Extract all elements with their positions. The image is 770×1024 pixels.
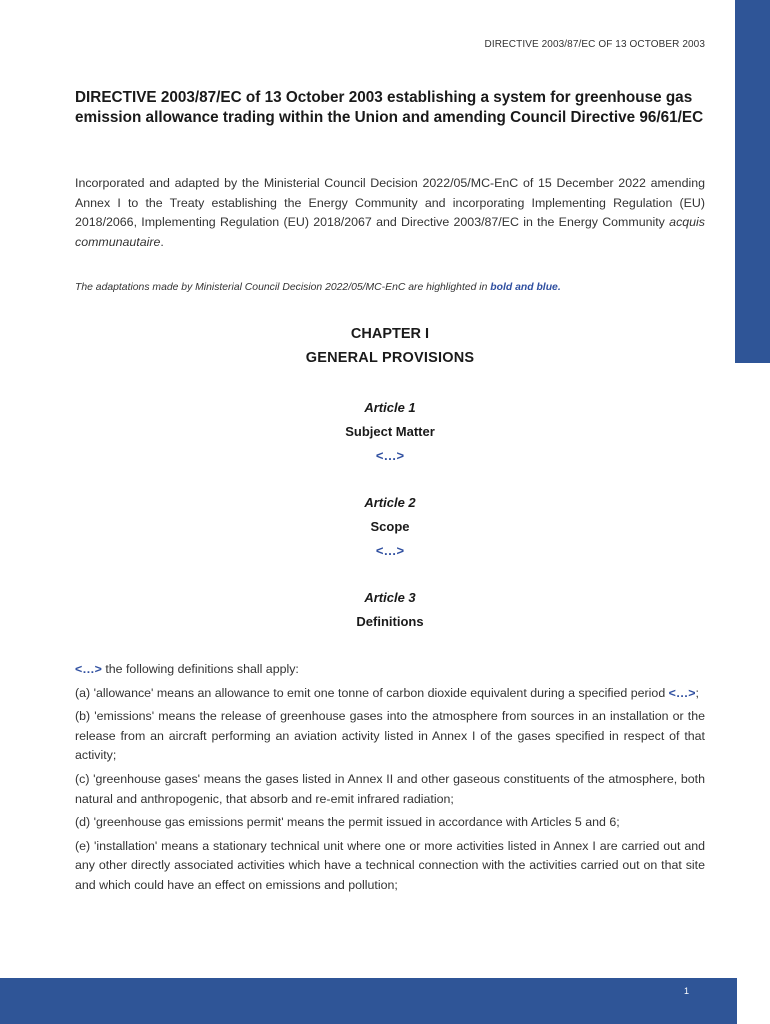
chapter-number: CHAPTER I bbox=[350, 326, 430, 342]
article-1-omission: <…> bbox=[375, 448, 405, 463]
note-text: The adaptations made by Ministerial Council Decision 2022/05/MC-EnC are highlighted in bbox=[75, 282, 491, 293]
article-2-omission: <…> bbox=[375, 543, 405, 558]
definitions-lead bbox=[75, 660, 705, 680]
side-tab-decoration bbox=[735, 0, 770, 363]
article-2-number: Article 2 bbox=[364, 495, 416, 510]
definition-a-end: ; bbox=[695, 685, 699, 700]
note-highlight: bold and blue. bbox=[490, 282, 561, 293]
lead-omission: <…> bbox=[75, 662, 102, 676]
intro-paragraph bbox=[75, 174, 705, 252]
definition-a-text: (a) 'allowance' means an allowance to emit one tonne of carbon dioxide equivalent during a specified period bbox=[75, 685, 669, 700]
lead-text: the following definitions shall apply: bbox=[101, 662, 299, 676]
article-1-title: Subject Matter bbox=[345, 424, 435, 439]
footer-bar bbox=[0, 978, 737, 1024]
definition-d: (d) 'greenhouse gas emissions permit' means the permit issued in accordance with Articles 5 and 6; bbox=[75, 815, 620, 830]
definition-b: (b) 'emissions' means the release of greenhouse gases into the atmosphere from sources in an installation or the release from an aircraft performing an aviation activity listed in Annex I of the gases specified in respect of that activity; bbox=[75, 709, 705, 763]
article-3-title: Definitions bbox=[356, 614, 424, 629]
intro-italic: acquis communautaire bbox=[75, 215, 705, 249]
adaptation-note bbox=[75, 282, 715, 293]
article-1-number: Article 1 bbox=[364, 400, 416, 415]
definition-a bbox=[75, 684, 705, 704]
chapter-name: GENERAL PROVISIONS bbox=[305, 350, 475, 366]
document-title: DIRECTIVE 2003/87/EC of 13 October 2003 establishing a system for greenhouse gas emission allowance trading within the Union and amending Council Directive 96/61/EC bbox=[75, 89, 704, 126]
definition-c: (c) 'greenhouse gases' means the gases listed in Annex II and other gaseous constituents of the atmosphere, both natural and anthropogenic, that absorb and re-emit infrared radiation; bbox=[75, 771, 705, 806]
definitions-body bbox=[75, 660, 705, 900]
intro-end: . bbox=[160, 234, 164, 249]
article-2-title: Scope bbox=[370, 519, 410, 534]
page-number: 1 bbox=[683, 986, 689, 996]
article-3-number: Article 3 bbox=[364, 590, 416, 605]
definition-e: (e) 'installation' means a stationary technical unit where one or more activities listed in Annex I are carried out and any other directly associated activities which have a technical connection with the activities carried out on that site and which could have an effect on emissions and pollution; bbox=[75, 838, 705, 892]
running-header: DIRECTIVE 2003/87/EC OF 13 OCTOBER 2003 bbox=[484, 39, 705, 50]
intro-text: Incorporated and adapted by the Ministerial Council Decision 2022/05/MC-EnC of 15 December 2022 amending Annex I to the Treaty establishing the Energy Community and incorporating Implementing Regulation (EU) 2018/2066, Implementing Regulation (EU) 2018/2067 and Directive 2003/87/EC in the Energy Community bbox=[75, 176, 705, 230]
definition-a-omission: <…> bbox=[668, 685, 696, 700]
